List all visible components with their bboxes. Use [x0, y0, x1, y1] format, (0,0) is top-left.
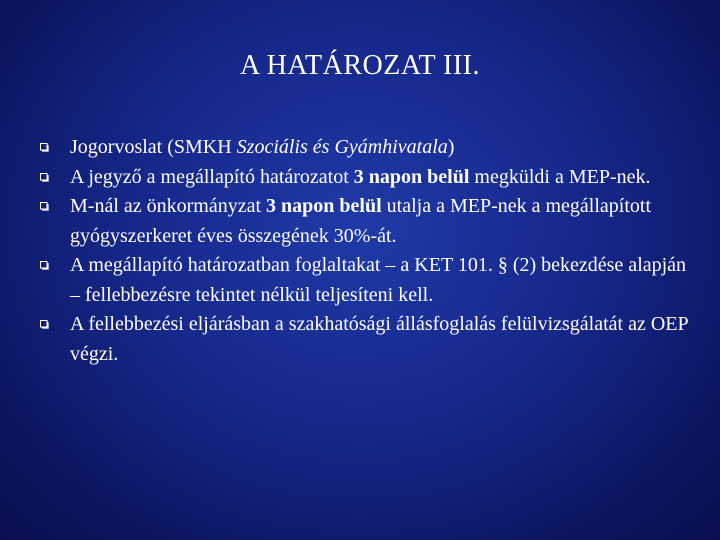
- checkbox-bullet-icon: [40, 143, 49, 152]
- bullet-item: [40, 310, 690, 369]
- bullet-text-part: megküldi a MEP-nek.: [469, 165, 651, 188]
- bullet-text-part: A megállapító határozatban foglaltakat – a KET 101. § (2) bekezdése alapján – fellebbezésre tekintet nélkül teljesíteni kell.: [70, 254, 687, 306]
- bullet-list: [40, 133, 690, 369]
- bullet-text-bold: 3 napon belül: [353, 165, 470, 188]
- bullet-text-part: M-nál az önkormányzat: [70, 195, 267, 217]
- checkbox-bullet-icon: [40, 320, 49, 329]
- bullet-item: [40, 192, 690, 251]
- bullet-item: [40, 251, 690, 310]
- bullet-text-part: utalja a MEP-nek a megállapított gyógyszerkeret éves összegének 30%-át.: [70, 195, 652, 247]
- slide-title: A HATÁROZAT III.: [239, 50, 481, 81]
- bullet-text-part: A jegyző a megállapító határozatot: [70, 165, 354, 188]
- checkbox-bullet-icon: [40, 173, 49, 182]
- bullet-text-part: ): [447, 136, 455, 158]
- bullet-text-part: A fellebbezési eljárásban a szakhatósági állásfoglalás felülvizsgálatát az OEP végzi.: [70, 313, 688, 365]
- checkbox-bullet-icon: [40, 261, 49, 270]
- bullet-text-part: Jogorvoslat (SMKH: [70, 136, 237, 158]
- bullet-text-bold: 3 napon belül: [266, 195, 382, 217]
- bullet-item: [40, 133, 690, 163]
- checkbox-bullet-icon: [40, 202, 49, 211]
- bullet-item: [40, 163, 690, 193]
- bullet-text-italic: Szociális és Gyámhivatala: [236, 136, 448, 158]
